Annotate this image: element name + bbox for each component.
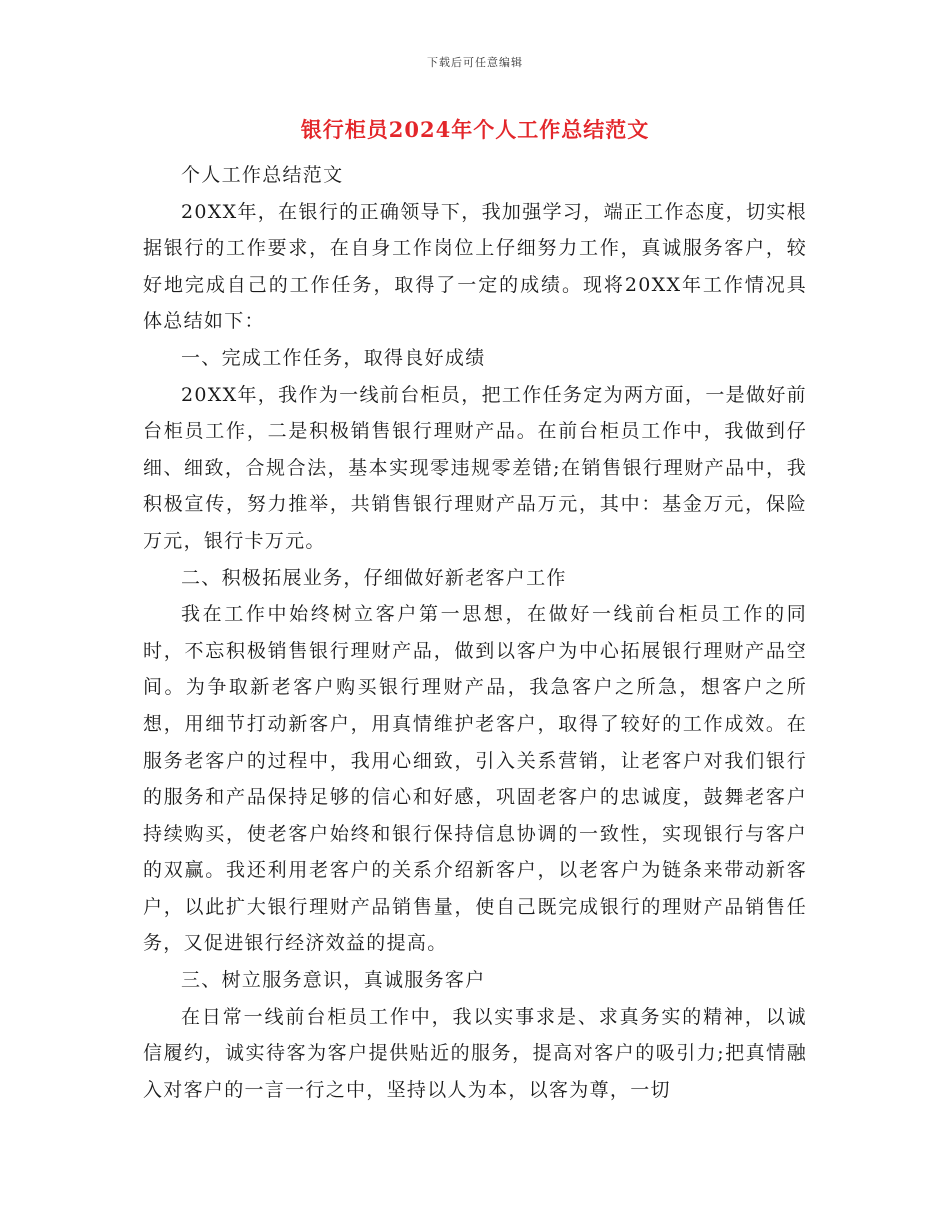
document-body — [143, 157, 807, 1108]
document-title: 银行柜员2024年个人工作总结范文 — [300, 117, 650, 142]
paragraph-section-2: 我在工作中始终树立客户第一思想，在做好一线前台柜员工作的同时，不忘积极销售银行理财产品，做到以客户为中心拓展银行理财产品空间。为争取新老客户购买银行理财产品，我急客户之所急，想客户之所想，用细节打动新客户，用真情维护老客户，取得了较好的工作成效。在服务老客户的过程中，我用心细致，引入关系营销，让老客户对我们银行的服务和产品保持足够的信心和好感，巩固老客户的忠诚度，鼓舞老客户持续购买，使老客户始终和银行保持信息协调的一致性，实现银行与客户的双赢。我还利用老客户的关系介绍新客户，以老客户为链条来带动新客户，以此扩大银行理财产品销售量，使自己既完成银行的理财产品销售任务，又促进银行经济效益的提高。 — [143, 603, 807, 955]
section-heading-2: 二、积极拓展业务，仔细做好新老客户工作 — [181, 566, 567, 589]
page-header-note: 下载后可任意编辑 — [427, 56, 523, 69]
paragraph-section-3: 在日常一线前台柜员工作中，我以实事求是、求真务实的精神，以诚信履约，诚实待客为客户提供贴近的服务，提高对客户的吸引力;把真情融入对客户的一言一行之中，坚持以人为本，以客为尊，一切 — [143, 1005, 807, 1101]
paragraph-section-1: 20XX年，我作为一线前台柜员，把工作任务定为两方面，一是做好前台柜员工作，二是积极销售银行理财产品。在前台柜员工作中，我做到仔细、细致，合规合法，基本实现零违规零差错;在销售银行理财产品中，我积极宣传，努力推举，共销售银行理财产品万元，其中：基金万元，保险万元，银行卡万元。 — [143, 383, 807, 552]
paragraph-subtitle: 个人工作总结范文 — [181, 164, 344, 186]
paragraph-intro: 20XX年，在银行的正确领导下，我加强学习，端正工作态度，切实根据银行的工作要求，在自身工作岗位上仔细努力工作，真诚服务客户，较好地完成自己的工作任务，取得了一定的成绩。现将20XX年工作情况具体总结如下： — [143, 200, 807, 333]
section-heading-1: 一、完成工作任务，取得良好成绩 — [181, 346, 486, 369]
section-heading-3: 三、树立服务意识，真诚服务客户 — [181, 969, 486, 992]
